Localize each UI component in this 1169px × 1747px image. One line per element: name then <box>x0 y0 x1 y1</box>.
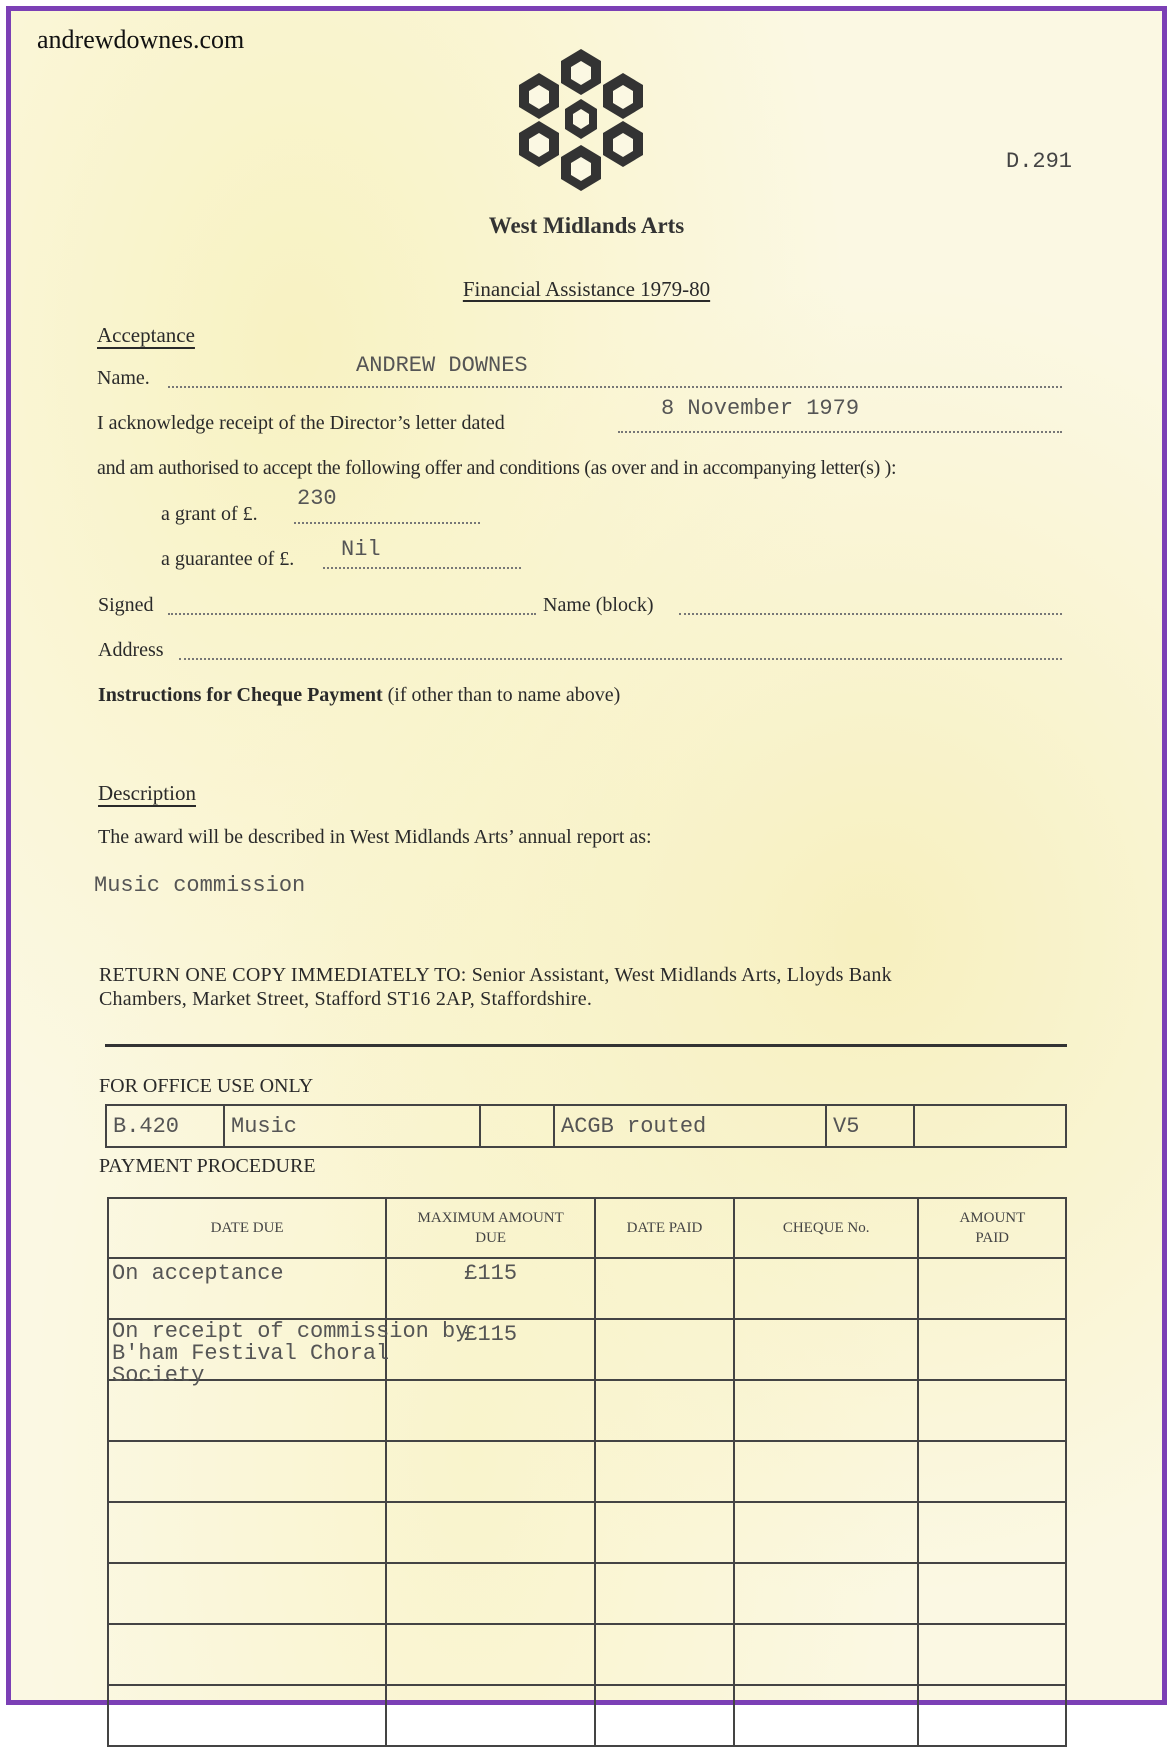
max-amount-cell <box>386 1441 595 1502</box>
office-cell: V5 <box>826 1105 914 1147</box>
guarantee-label: a guarantee of £. <box>161 548 295 570</box>
column-header: CHEQUE No. <box>734 1198 919 1258</box>
address-dotted-line <box>179 658 1062 660</box>
column-header: DATE PAID <box>595 1198 734 1258</box>
table-row <box>108 1685 1066 1746</box>
cheque-instructions-rest: (if other than to name above) <box>387 684 621 706</box>
guarantee-dotted-line <box>323 567 521 569</box>
acceptance-heading: Acceptance <box>97 323 195 347</box>
date-paid-cell <box>595 1685 734 1746</box>
date-paid-cell <box>595 1502 734 1563</box>
payment-header-row <box>108 1198 1066 1258</box>
column-header: MAXIMUM AMOUNT DUE <box>386 1198 595 1258</box>
section-divider <box>105 1044 1067 1047</box>
office-use-table <box>105 1104 1067 1148</box>
organisation-logo <box>505 43 657 195</box>
name-block-label: Name (block) <box>543 594 654 616</box>
max-amount-cell <box>386 1624 595 1685</box>
amount-paid-cell <box>918 1441 1066 1502</box>
return-to-line-1: RETURN ONE COPY IMMEDIATELY TO: Senior Assistant, West Midlands Arts, Lloyds Bank <box>99 964 892 986</box>
office-cell: B.420 <box>106 1105 224 1147</box>
signed-label: Signed <box>98 594 154 616</box>
table-row <box>108 1563 1066 1624</box>
letter-date-value: 8 November 1979 <box>661 396 860 421</box>
cheque-no-cell <box>734 1685 919 1746</box>
payment-procedure-heading: PAYMENT PROCEDURE <box>99 1155 316 1177</box>
amount-paid-cell <box>918 1380 1066 1441</box>
date-paid-cell <box>595 1380 734 1441</box>
name-block-dotted-line <box>679 613 1062 615</box>
return-to-line-2: Chambers, Market Street, Stafford ST16 2AP, Staffordshire. <box>99 988 593 1010</box>
column-header: AMOUNT PAID <box>918 1198 1066 1258</box>
page-frame <box>6 6 1167 1705</box>
date-due-cell <box>108 1624 386 1685</box>
office-cell: ACGB routed <box>554 1105 826 1147</box>
date-due-text: On receipt of commission by B'ham Festival Choral Society <box>112 1319 469 1388</box>
office-use-row <box>106 1105 1066 1147</box>
date-due-cell <box>108 1563 386 1624</box>
table-row <box>108 1502 1066 1563</box>
cheque-no-cell <box>734 1441 919 1502</box>
cheque-no-cell <box>734 1258 919 1319</box>
office-cell <box>914 1105 1066 1147</box>
cheque-no-cell <box>734 1380 919 1441</box>
grant-label: a grant of £. <box>161 503 258 525</box>
name-label: Name. <box>97 367 150 389</box>
office-cell: Music <box>224 1105 480 1147</box>
watermark-text: andrewdownes.com <box>37 25 245 54</box>
amount-paid-cell <box>918 1258 1066 1319</box>
max-amount-cell: £115 <box>386 1258 595 1319</box>
max-amount-cell <box>386 1685 595 1746</box>
description-value: Music commission <box>94 873 306 898</box>
table-row <box>108 1441 1066 1502</box>
organisation-name: West Midlands Arts <box>488 213 685 238</box>
amount-paid-cell <box>918 1624 1066 1685</box>
address-label: Address <box>98 639 164 661</box>
cheque-no-cell <box>734 1624 919 1685</box>
name-value: ANDREW DOWNES <box>356 353 528 378</box>
description-text: The award will be described in West Midlands Arts’ annual report as: <box>98 826 652 848</box>
column-header: DATE DUE <box>108 1198 386 1258</box>
table-row <box>108 1319 1066 1380</box>
date-due-cell <box>108 1319 469 1388</box>
form-title-text: Financial Assistance 1979-80 <box>462 277 711 301</box>
max-amount-cell: £115 <box>386 1319 595 1380</box>
description-heading: Description <box>98 781 196 805</box>
table-row <box>108 1258 1066 1319</box>
date-paid-cell <box>595 1258 734 1319</box>
amount-paid-cell <box>918 1563 1066 1624</box>
form-paper <box>11 11 1162 1700</box>
cheque-instructions-bold: Instructions for Cheque Payment <box>98 684 383 706</box>
cheque-instructions <box>98 684 620 707</box>
amount-paid-cell <box>918 1319 1066 1380</box>
max-amount-cell <box>386 1563 595 1624</box>
max-amount-cell <box>386 1380 595 1441</box>
letter-date-dotted-line <box>618 431 1062 433</box>
document-reference: D.291 <box>1006 149 1073 174</box>
cheque-no-cell <box>734 1502 919 1563</box>
date-due-cell <box>108 1502 386 1563</box>
date-paid-cell <box>595 1319 734 1380</box>
date-due-cell <box>108 1380 386 1441</box>
guarantee-value: Nil <box>341 537 381 562</box>
date-paid-cell <box>595 1441 734 1502</box>
date-due-cell: On acceptance <box>108 1258 386 1319</box>
name-dotted-line <box>168 386 1062 388</box>
max-amount-cell <box>386 1502 595 1563</box>
office-cell <box>480 1105 554 1147</box>
office-use-heading: FOR OFFICE USE ONLY <box>99 1075 314 1097</box>
cheque-no-cell <box>734 1563 919 1624</box>
form-title <box>11 277 1162 302</box>
payment-procedure-table <box>107 1197 1067 1747</box>
grant-dotted-line <box>294 522 480 524</box>
amount-paid-cell <box>918 1685 1066 1746</box>
grant-value: 230 <box>297 486 337 511</box>
acknowledge-label: I acknowledge receipt of the Director’s letter dated <box>97 412 505 434</box>
date-due-cell <box>108 1685 386 1746</box>
signed-dotted-line <box>168 613 536 615</box>
table-row <box>108 1380 1066 1441</box>
date-paid-cell <box>595 1624 734 1685</box>
table-row <box>108 1624 1066 1685</box>
date-due-cell <box>108 1441 386 1502</box>
cheque-no-cell <box>734 1319 919 1380</box>
amount-paid-cell <box>918 1502 1066 1563</box>
authorised-text: and am authorised to accept the following offer and conditions (as over and in accompanying letter(s) ): <box>97 457 897 479</box>
date-paid-cell <box>595 1563 734 1624</box>
